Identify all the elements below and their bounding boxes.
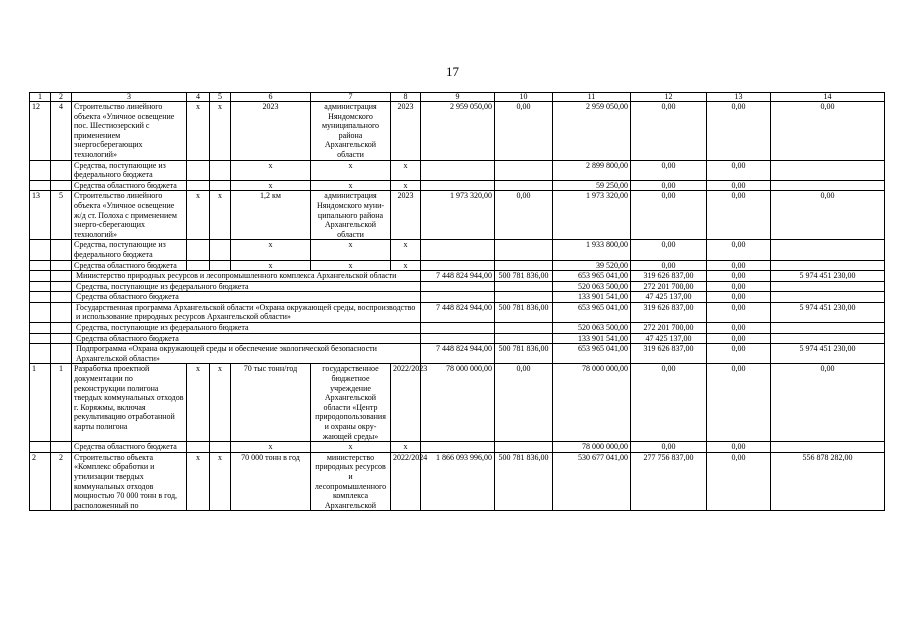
table-cell-c13: 0,00 bbox=[707, 323, 771, 334]
table-cell-c14: 556 878 282,00 bbox=[771, 452, 885, 511]
table-cell-c13: 0,00 bbox=[707, 302, 771, 322]
table-cell-c12: 277 756 837,00 bbox=[631, 452, 707, 511]
summary-row bbox=[30, 271, 885, 282]
table-cell-c5 bbox=[210, 442, 231, 453]
table-cell-c12: 0,00 bbox=[631, 180, 707, 191]
table-cell-c11: 653 965 041,00 bbox=[553, 302, 631, 322]
header-cell: 4 bbox=[187, 93, 210, 102]
summary-row bbox=[30, 344, 885, 364]
table-cell-c10 bbox=[495, 260, 553, 271]
table-cell-c1 bbox=[30, 160, 51, 180]
summary-row bbox=[30, 281, 885, 292]
header-cell: 2 bbox=[51, 93, 72, 102]
table-cell-c5 bbox=[210, 160, 231, 180]
table-cell-c8: х bbox=[391, 260, 421, 271]
table-cell-label: Средства областного бюджета bbox=[72, 292, 421, 303]
header-cell: 5 bbox=[210, 93, 231, 102]
table-row bbox=[30, 452, 885, 511]
table-cell-label: Средства областного бюджета bbox=[72, 333, 421, 344]
table-cell-c2 bbox=[51, 323, 72, 334]
table-cell-c6: х bbox=[231, 180, 311, 191]
table-cell-c13: 0,00 bbox=[707, 160, 771, 180]
header-cell: 11 bbox=[553, 93, 631, 102]
table-cell-c13: 0,00 bbox=[707, 271, 771, 282]
summary-row bbox=[30, 323, 885, 334]
table-row bbox=[30, 102, 885, 161]
table-cell-c7: х bbox=[311, 180, 391, 191]
table-cell-c12: 0,00 bbox=[631, 160, 707, 180]
table-cell-c2 bbox=[51, 271, 72, 282]
table-cell-c14 bbox=[771, 333, 885, 344]
table-cell-c9: 1 866 093 996,00 bbox=[421, 452, 495, 511]
table-cell-c2 bbox=[51, 292, 72, 303]
table-cell-c3: Строительство линейного объекта «Уличное освещение пос. Шестиозерский с применением энергосберегающих технологий» bbox=[72, 102, 187, 161]
table-cell-c14 bbox=[771, 240, 885, 260]
table-cell-c14 bbox=[771, 323, 885, 334]
table-cell-c1 bbox=[30, 292, 51, 303]
header-cell: 7 bbox=[311, 93, 391, 102]
funding-source-row bbox=[30, 180, 885, 191]
funding-source-row bbox=[30, 240, 885, 260]
table-cell-c11: 1 973 320,00 bbox=[553, 191, 631, 240]
table-cell-c7: х bbox=[311, 442, 391, 453]
table-cell-c9: 1 973 320,00 bbox=[421, 191, 495, 240]
table-cell-c13: 0,00 bbox=[707, 102, 771, 161]
table-cell-c13: 0,00 bbox=[707, 240, 771, 260]
table-cell-c10 bbox=[495, 240, 553, 260]
table-cell-c12: 272 201 700,00 bbox=[631, 281, 707, 292]
table-cell-c7: государственное бюджетное учреждение Архангельской области «Центр природопользования и охраны окру-жающей среды» bbox=[311, 364, 391, 442]
table-cell-c11: 1 933 800,00 bbox=[553, 240, 631, 260]
table-cell-c14: 5 974 451 230,00 bbox=[771, 271, 885, 282]
table-cell-c10 bbox=[495, 442, 553, 453]
table-cell-c12: 0,00 bbox=[631, 102, 707, 161]
table-cell-c12: 319 626 837,00 bbox=[631, 271, 707, 282]
table-cell-c4 bbox=[187, 240, 210, 260]
table-cell-c14 bbox=[771, 281, 885, 292]
table-cell-c3: Средства областного бюджета bbox=[72, 260, 187, 271]
table-cell-c10: 0,00 bbox=[495, 191, 553, 240]
table-cell-c10: 500 781 836,00 bbox=[495, 344, 553, 364]
table-cell-c4: х bbox=[187, 452, 210, 511]
table-cell-c10 bbox=[495, 323, 553, 334]
table-cell-c6: х bbox=[231, 260, 311, 271]
table-cell-c13: 0,00 bbox=[707, 191, 771, 240]
table-cell-c6: х bbox=[231, 442, 311, 453]
table-cell-c13: 0,00 bbox=[707, 292, 771, 303]
header-cell: 8 bbox=[391, 93, 421, 102]
table-cell-c8: 2022/2024 bbox=[391, 452, 421, 511]
table-cell-c14: 0,00 bbox=[771, 191, 885, 240]
table-cell-c8: х bbox=[391, 160, 421, 180]
table-cell-c6: 70 тыс тонн/год bbox=[231, 364, 311, 442]
header-cell: 10 bbox=[495, 93, 553, 102]
summary-row bbox=[30, 333, 885, 344]
table-cell-c2: 4 bbox=[51, 102, 72, 161]
table-cell-c2 bbox=[51, 260, 72, 271]
table-cell-c6: 2023 bbox=[231, 102, 311, 161]
table-cell-c9 bbox=[421, 180, 495, 191]
table-cell-c7: х bbox=[311, 240, 391, 260]
table-cell-c14 bbox=[771, 160, 885, 180]
table-cell-c13: 0,00 bbox=[707, 281, 771, 292]
table-cell-c5: х bbox=[210, 191, 231, 240]
table-cell-c11: 653 965 041,00 bbox=[553, 271, 631, 282]
table-cell-c14: 0,00 bbox=[771, 364, 885, 442]
table-cell-c10: 0,00 bbox=[495, 364, 553, 442]
table-cell-c2: 1 bbox=[51, 364, 72, 442]
table-cell-c3: Средства областного бюджета bbox=[72, 442, 187, 453]
table-cell-c2 bbox=[51, 180, 72, 191]
table-cell-c2: 2 bbox=[51, 452, 72, 511]
header-cell: 1 bbox=[30, 93, 51, 102]
table-cell-c7: х bbox=[311, 260, 391, 271]
header-row bbox=[30, 93, 885, 102]
table-cell-c11: 59 250,00 bbox=[553, 180, 631, 191]
table-cell-c11: 78 000 000,00 bbox=[553, 442, 631, 453]
table-cell-c3: Средства, поступающие из федерального бюджета bbox=[72, 240, 187, 260]
header-cell: 6 bbox=[231, 93, 311, 102]
table-cell-c12: 47 425 137,00 bbox=[631, 333, 707, 344]
table-cell-c14 bbox=[771, 292, 885, 303]
table-cell-c13: 0,00 bbox=[707, 442, 771, 453]
table-cell-c4: х bbox=[187, 102, 210, 161]
table-cell-c12: 0,00 bbox=[631, 240, 707, 260]
table-cell-c11: 520 063 500,00 bbox=[553, 281, 631, 292]
summary-row bbox=[30, 292, 885, 303]
table-cell-c11: 653 965 041,00 bbox=[553, 344, 631, 364]
table-cell-c1 bbox=[30, 260, 51, 271]
table-cell-c5 bbox=[210, 180, 231, 191]
table-cell-c6: 1,2 км bbox=[231, 191, 311, 240]
table-cell-c3: Строительство объекта «Комплекс обработки и утилизации твердых коммунальных отходов мощностью 70 000 тонн в год, расположенный по bbox=[72, 452, 187, 511]
table-cell-c11: 39 520,00 bbox=[553, 260, 631, 271]
table-cell-c10: 500 781 836,00 bbox=[495, 302, 553, 322]
page-number: 17 bbox=[446, 64, 459, 79]
table-cell-c9 bbox=[421, 160, 495, 180]
budget-table bbox=[29, 92, 885, 511]
table-cell-c3: Строительство линейного объекта «Уличное освещение ж/д ст. Полоха с применением энерго-сберегающих технологий» bbox=[72, 191, 187, 240]
table-cell-c9: 7 448 824 944,00 bbox=[421, 271, 495, 282]
table-cell-c1 bbox=[30, 281, 51, 292]
table-cell-c9: 7 448 824 944,00 bbox=[421, 344, 495, 364]
table-cell-c2 bbox=[51, 333, 72, 344]
funding-source-row bbox=[30, 442, 885, 453]
table-cell-c3: Средства, поступающие из федерального бюджета bbox=[72, 160, 187, 180]
table-cell-label: Средства, поступающие из федерального бюджета bbox=[72, 281, 421, 292]
table-cell-c9 bbox=[421, 333, 495, 344]
table-cell-c13: 0,00 bbox=[707, 364, 771, 442]
table-cell-c4 bbox=[187, 160, 210, 180]
table-cell-c4 bbox=[187, 442, 210, 453]
summary-row bbox=[30, 302, 885, 322]
funding-source-row bbox=[30, 260, 885, 271]
table-cell-label: Средства, поступающие из федерального бюджета bbox=[72, 323, 421, 334]
table-cell-c10 bbox=[495, 333, 553, 344]
table-cell-label: Подпрограмма «Охрана окружающей среды и обеспечение экологической безопасности Архангельской области» bbox=[72, 344, 421, 364]
table-cell-c7: администрация Няндомского муниципального района Архангельской области bbox=[311, 102, 391, 161]
table-cell-c4: х bbox=[187, 191, 210, 240]
table-cell-c4 bbox=[187, 260, 210, 271]
table-row bbox=[30, 364, 885, 442]
header-cell: 13 bbox=[707, 93, 771, 102]
table-cell-c1 bbox=[30, 323, 51, 334]
table-cell-c5: х bbox=[210, 452, 231, 511]
table-cell-c11: 2 899 800,00 bbox=[553, 160, 631, 180]
table-cell-c8: 2023 bbox=[391, 102, 421, 161]
table-cell-c10 bbox=[495, 292, 553, 303]
table-cell-c14: 5 974 451 230,00 bbox=[771, 302, 885, 322]
table-cell-c1: 13 bbox=[30, 191, 51, 240]
table-cell-c8: х bbox=[391, 240, 421, 260]
table-cell-c1: 1 bbox=[30, 364, 51, 442]
table-cell-c11: 133 901 541,00 bbox=[553, 292, 631, 303]
table-cell-c8: х bbox=[391, 180, 421, 191]
table-cell-c11: 520 063 500,00 bbox=[553, 323, 631, 334]
header-cell: 3 bbox=[72, 93, 187, 102]
table-cell-c5: х bbox=[210, 364, 231, 442]
table-cell-c1 bbox=[30, 333, 51, 344]
table-cell-c13: 0,00 bbox=[707, 260, 771, 271]
table-cell-c14 bbox=[771, 260, 885, 271]
table-cell-c2 bbox=[51, 302, 72, 322]
funding-source-row bbox=[30, 160, 885, 180]
table-cell-c3: Разработка проектной документации по реконструкции полигона твердых коммунальных отходов г. Коряжмы, включая рекультивацию отработанной карты полигона bbox=[72, 364, 187, 442]
table-cell-c10 bbox=[495, 281, 553, 292]
table-cell-c10 bbox=[495, 160, 553, 180]
header-cell: 14 bbox=[771, 93, 885, 102]
table-cell-c14 bbox=[771, 442, 885, 453]
table-cell-c8: 2022/2023 bbox=[391, 364, 421, 442]
table-cell-c5: х bbox=[210, 102, 231, 161]
table-cell-c6: 70 000 тонн в год bbox=[231, 452, 311, 511]
table-cell-c13: 0,00 bbox=[707, 333, 771, 344]
table-cell-c1 bbox=[30, 442, 51, 453]
table-cell-c9 bbox=[421, 240, 495, 260]
table-cell-c2 bbox=[51, 281, 72, 292]
table-cell-c8: 2023 bbox=[391, 191, 421, 240]
table-cell-c9 bbox=[421, 323, 495, 334]
table-cell-c10: 500 781 836,00 bbox=[495, 271, 553, 282]
table-cell-c11: 530 677 041,00 bbox=[553, 452, 631, 511]
table-cell-c14: 0,00 bbox=[771, 102, 885, 161]
table-cell-label: Государственная программа Архангельской области «Охрана окружающей среды, воспроизводство и использование природных ресурсов Архангельской области» bbox=[72, 302, 421, 322]
table-cell-c6: х bbox=[231, 160, 311, 180]
table-cell-c4: х bbox=[187, 364, 210, 442]
table-cell-c1 bbox=[30, 344, 51, 364]
table-cell-c10: 0,00 bbox=[495, 102, 553, 161]
table-cell-label: Министерство природных ресурсов и лесопромышленного комплекса Архангельской области bbox=[72, 271, 421, 282]
table-cell-c10: 500 781 836,00 bbox=[495, 452, 553, 511]
table-cell-c7: х bbox=[311, 160, 391, 180]
table-cell-c12: 319 626 837,00 bbox=[631, 302, 707, 322]
table-cell-c2 bbox=[51, 160, 72, 180]
table-cell-c2 bbox=[51, 442, 72, 453]
table-cell-c12: 0,00 bbox=[631, 191, 707, 240]
table-cell-c5 bbox=[210, 260, 231, 271]
header-cell: 9 bbox=[421, 93, 495, 102]
table-cell-c14: 5 974 451 230,00 bbox=[771, 344, 885, 364]
table-cell-c7: министерство природных ресурсов и лесопромышленного комплекса Архангельской bbox=[311, 452, 391, 511]
table-cell-c11: 78 000 000,00 bbox=[553, 364, 631, 442]
table-cell-c11: 133 901 541,00 bbox=[553, 333, 631, 344]
table-cell-c14 bbox=[771, 180, 885, 191]
table-cell-c12: 0,00 bbox=[631, 260, 707, 271]
table-cell-c5 bbox=[210, 240, 231, 260]
table-cell-c13: 0,00 bbox=[707, 344, 771, 364]
table-cell-c10 bbox=[495, 180, 553, 191]
table-cell-c6: х bbox=[231, 240, 311, 260]
table-cell-c7: администрация Няндомского муни-ципального района Архангельской области bbox=[311, 191, 391, 240]
table-cell-c1: 2 bbox=[30, 452, 51, 511]
header-cell: 12 bbox=[631, 93, 707, 102]
table-cell-c1 bbox=[30, 180, 51, 191]
table-cell-c4 bbox=[187, 180, 210, 191]
table-cell-c12: 0,00 bbox=[631, 442, 707, 453]
table-cell-c3: Средства областного бюджета bbox=[72, 180, 187, 191]
table-cell-c2 bbox=[51, 240, 72, 260]
table-cell-c8: х bbox=[391, 442, 421, 453]
table-cell-c9: 7 448 824 944,00 bbox=[421, 302, 495, 322]
table-cell-c1 bbox=[30, 302, 51, 322]
table-cell-c11: 2 959 050,00 bbox=[553, 102, 631, 161]
table-cell-c9 bbox=[421, 281, 495, 292]
table-cell-c1 bbox=[30, 240, 51, 260]
table-cell-c12: 319 626 837,00 bbox=[631, 344, 707, 364]
table-cell-c13: 0,00 bbox=[707, 180, 771, 191]
table-cell-c9: 2 959 050,00 bbox=[421, 102, 495, 161]
table-cell-c12: 0,00 bbox=[631, 364, 707, 442]
table-row bbox=[30, 191, 885, 240]
table-cell-c1 bbox=[30, 271, 51, 282]
table-cell-c9 bbox=[421, 260, 495, 271]
table-cell-c9 bbox=[421, 292, 495, 303]
table-cell-c2: 5 bbox=[51, 191, 72, 240]
table-cell-c12: 272 201 700,00 bbox=[631, 323, 707, 334]
table-cell-c9: 78 000 000,00 bbox=[421, 364, 495, 442]
table-cell-c9 bbox=[421, 442, 495, 453]
table-cell-c2 bbox=[51, 344, 72, 364]
table-cell-c13: 0,00 bbox=[707, 452, 771, 511]
table-cell-c12: 47 425 137,00 bbox=[631, 292, 707, 303]
table-cell-c1: 12 bbox=[30, 102, 51, 161]
